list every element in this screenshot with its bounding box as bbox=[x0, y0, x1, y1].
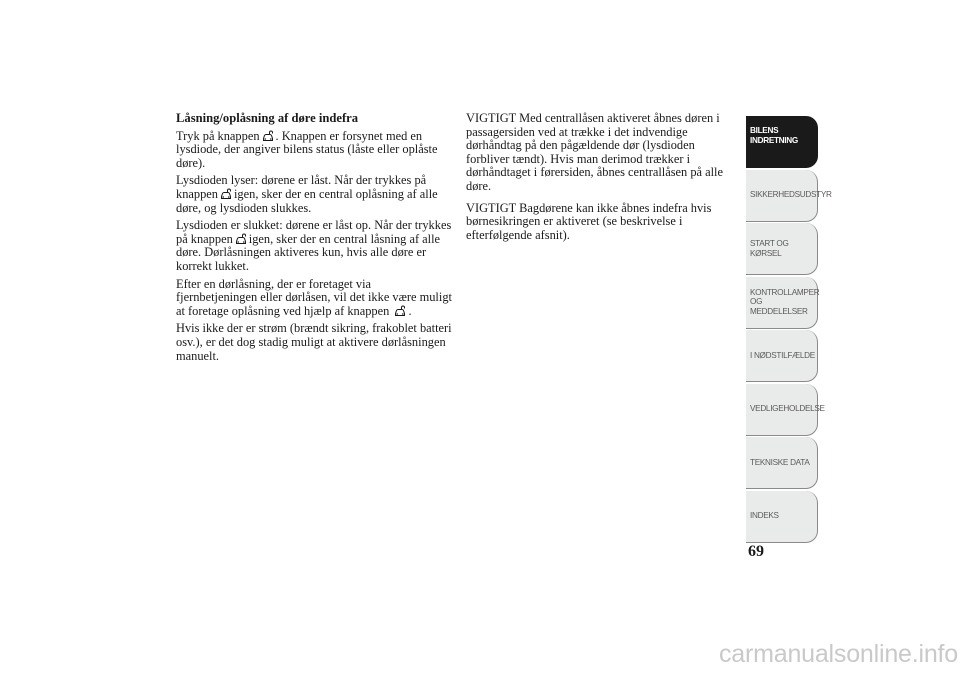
car-lock-icon bbox=[394, 305, 406, 317]
car-lock-icon bbox=[220, 188, 232, 200]
paragraph-5: Hvis ikke der er strøm (brændt sikring, frakoblet batteri osv.), er det dog stadig muligt at aktivere dørlåsningen manuelt. bbox=[176, 321, 452, 363]
chapter-tabs bbox=[746, 116, 832, 544]
paragraph-3: Lysdioden er slukket: dørene er låst op. Når der trykkes på knappen igen, sker der en central låsning af alle døre. Dørlåsningen aktiveres kun, hvis alle døre er korrekt lukket. bbox=[176, 218, 452, 273]
car-lock-icon bbox=[235, 233, 247, 245]
tab-sikkerhedsudstyr[interactable]: SIKKERHEDSUDSTYR bbox=[746, 170, 818, 222]
paragraph-1: Tryk på knappen . Knappen er forsynet med en lysdiode, der angiver bilens status (låste eller oplåste døre). bbox=[176, 128, 438, 170]
note-1: VIGTIGT Med centrallåsen aktiveret åbnes døren i passagersiden ved at trække i det indvendige dørhåndtag på den pågældende dør (lysdioden forbliver tændt). Hvis man derimod trækker i dørhåndtaget i førersiden, åbnes centrallåsen på alle døre. bbox=[466, 111, 723, 193]
tab-kontrollamper[interactable]: KONTROLLAMPER OG MEDDELELSER bbox=[746, 277, 818, 329]
tab-start-og-korsel[interactable]: START OG KØRSEL bbox=[746, 223, 818, 275]
page-number: 69 bbox=[748, 543, 764, 560]
car-lock-icon bbox=[262, 130, 274, 142]
tab-vedligeholdelse[interactable]: VEDLIGEHOLDELSE bbox=[746, 384, 818, 436]
paragraph-2: Lysdioden lyser: dørene er låst. Når der trykkes på knappen igen, sker der en central oplåsning af alle døre, og lysdioden slukkes. bbox=[176, 173, 438, 215]
paragraph-4: Efter en dørlåsning, der er foretaget via fjernbetjeningen eller dørlåsen, vil det ikke være muligt at foretage oplåsning ved hjælp af knappen . bbox=[176, 276, 452, 318]
section-heading: Låsning/oplåsning af døre indefra bbox=[176, 111, 359, 125]
note-2: VIGTIGT Bagdørene kan ikke åbnes indefra hvis børnesikringen er aktiveret (se beskrivelse i efterfølgende afsnit). bbox=[466, 200, 712, 242]
right-column bbox=[466, 112, 736, 246]
tab-indeks[interactable]: INDEKS bbox=[746, 491, 818, 543]
tab-i-nodstilfaelde[interactable]: I NØDSTILFÆLDE bbox=[746, 330, 818, 382]
tab-tekniske-data[interactable]: TEKNISKE DATA bbox=[746, 437, 818, 489]
watermark: carmanualsonline.info bbox=[718, 640, 958, 668]
left-column bbox=[176, 112, 452, 367]
tab-bilens-indretning[interactable]: BILENS INDRETNING bbox=[746, 116, 818, 168]
